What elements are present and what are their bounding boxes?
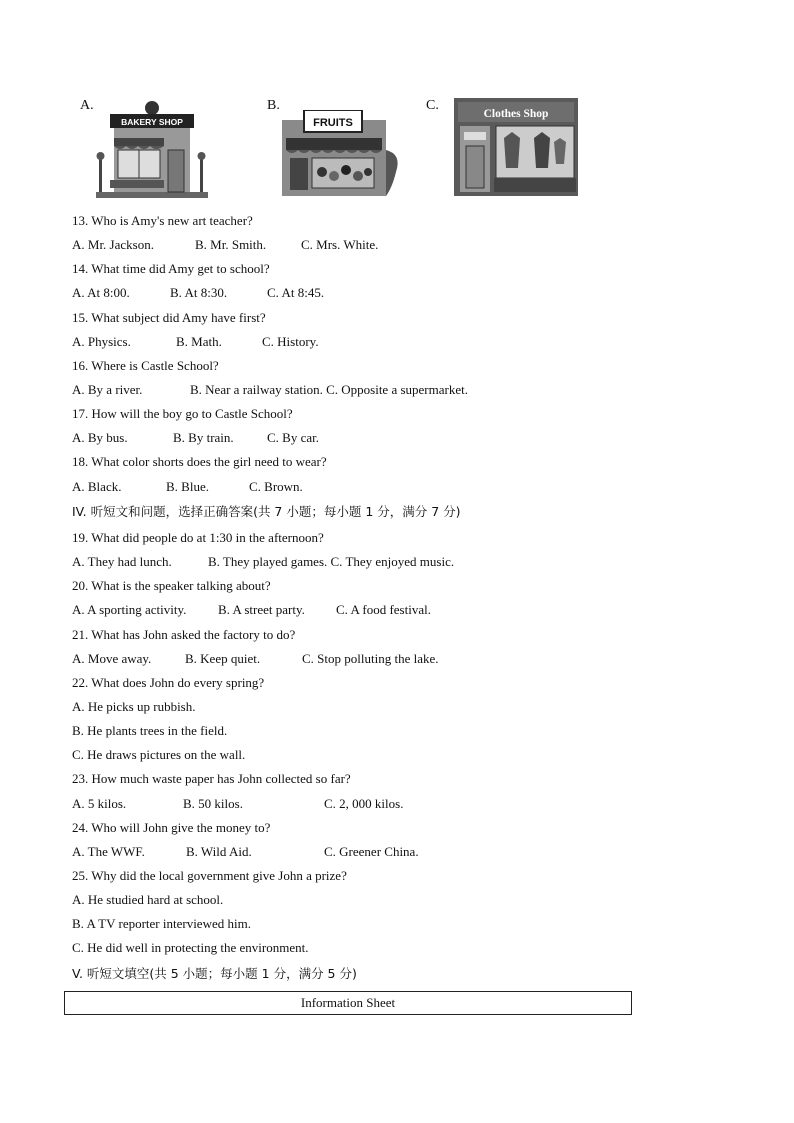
option-20-a[interactable]: A. A sporting activity. <box>72 602 187 617</box>
option-21-c[interactable]: C. Stop polluting the lake. <box>302 651 439 666</box>
option-15-c[interactable]: C. History. <box>262 334 319 349</box>
option-24-c[interactable]: C. Greener China. <box>324 844 419 859</box>
option-18-b[interactable]: B. Blue. <box>166 479 209 494</box>
question-24: 24. Who will John give the money to? <box>72 820 271 835</box>
option-16-a[interactable]: A. By a river. <box>72 382 143 397</box>
option-25-c[interactable]: C. He did well in protecting the environment. <box>72 940 309 955</box>
option-14-a[interactable]: A. At 8:00. <box>72 285 130 300</box>
option-label-c: C. <box>426 98 439 113</box>
question-22: 22. What does John do every spring? <box>72 675 265 690</box>
options-13 <box>72 237 732 253</box>
option-17-a[interactable]: A. By bus. <box>72 430 128 445</box>
options-19 <box>72 554 732 570</box>
option-22-a[interactable]: A. He picks up rubbish. <box>72 699 196 714</box>
option-13-c[interactable]: C. Mrs. White. <box>301 237 379 252</box>
option-25-b[interactable]: B. A TV reporter interviewed him. <box>72 916 251 931</box>
option-label-a: A. <box>80 98 94 113</box>
option-23-b[interactable]: B. 50 kilos. <box>183 796 243 811</box>
options-14 <box>72 285 732 301</box>
option-label-b: B. <box>267 98 280 113</box>
options-16 <box>72 382 732 398</box>
option-23-a[interactable]: A. 5 kilos. <box>72 796 127 811</box>
information-sheet-title: Information Sheet <box>300 995 396 1010</box>
option-22-c[interactable]: C. He draws pictures on the wall. <box>72 747 246 762</box>
fruits-sign-text: FRUITS <box>313 117 353 129</box>
question-21: 21. What has John asked the factory to do? <box>72 627 296 642</box>
option-21-b[interactable]: B. Keep quiet. <box>185 651 261 666</box>
options-17 <box>72 430 732 446</box>
bakery-shop-image <box>96 100 208 200</box>
question-17: 17. How will the boy go to Castle School? <box>72 406 293 421</box>
option-13-b[interactable]: B. Mr. Smith. <box>195 237 267 252</box>
fruits-shop-image <box>282 110 402 196</box>
option-18-a[interactable]: A. Black. <box>72 479 122 494</box>
option-24-b[interactable]: B. Wild Aid. <box>186 844 252 859</box>
option-15-b[interactable]: B. Math. <box>176 334 222 349</box>
option-22-b[interactable]: B. He plants trees in the field. <box>72 723 228 738</box>
information-sheet-table <box>64 991 632 1015</box>
clothes-sign-text: Clothes Shop <box>483 108 549 120</box>
options-18 <box>72 479 732 495</box>
bakery-sign-text: BAKERY SHOP <box>121 117 183 127</box>
option-20-c[interactable]: C. A food festival. <box>336 602 431 617</box>
option-15-a[interactable]: A. Physics. <box>72 334 131 349</box>
option-25-a[interactable]: A. He studied hard at school. <box>72 892 224 907</box>
question-15: 15. What subject did Amy have first? <box>72 310 266 325</box>
question-14: 14. What time did Amy get to school? <box>72 261 270 276</box>
question-16: 16. Where is Castle School? <box>72 358 219 373</box>
question-13: 13. Who is Amy's new art teacher? <box>72 213 253 228</box>
options-24 <box>72 844 732 860</box>
option-24-a[interactable]: A. The WWF. <box>72 844 145 859</box>
option-19-a[interactable]: A. They had lunch. <box>72 554 172 569</box>
options-15 <box>72 334 732 350</box>
question-25: 25. Why did the local government give John a prize? <box>72 868 347 883</box>
option-17-b[interactable]: B. By train. <box>173 430 234 445</box>
clothes-shop-image <box>454 98 578 196</box>
options-21 <box>72 651 732 667</box>
option-14-b[interactable]: B. At 8:30. <box>170 285 228 300</box>
options-23 <box>72 796 732 812</box>
section-5-heading: V. 听短文填空(共 5 小题；每小题 1 分，满分 5 分) <box>72 966 357 981</box>
question-20: 20. What is the speaker talking about? <box>72 578 271 593</box>
option-23-c[interactable]: C. 2, 000 kilos. <box>324 796 404 811</box>
option-16-b[interactable]: B. Near a railway station. C. Opposite a supermarket. <box>190 382 468 397</box>
section-4-heading: IV. 听短文和问题，选择正确答案(共 7 小题；每小题 1 分，满分 7 分) <box>72 504 461 519</box>
option-17-c[interactable]: C. By car. <box>267 430 319 445</box>
question-23: 23. How much waste paper has John collected so far? <box>72 771 351 786</box>
question-18: 18. What color shorts does the girl need to wear? <box>72 454 327 469</box>
option-21-a[interactable]: A. Move away. <box>72 651 152 666</box>
option-14-c[interactable]: C. At 8:45. <box>267 285 325 300</box>
option-19-b[interactable]: B. They played games. C. They enjoyed music. <box>208 554 455 569</box>
options-20 <box>72 602 732 618</box>
question-19: 19. What did people do at 1:30 in the afternoon? <box>72 530 324 545</box>
option-20-b[interactable]: B. A street party. <box>218 602 305 617</box>
option-13-a[interactable]: A. Mr. Jackson. <box>72 237 154 252</box>
option-18-c[interactable]: C. Brown. <box>249 479 303 494</box>
